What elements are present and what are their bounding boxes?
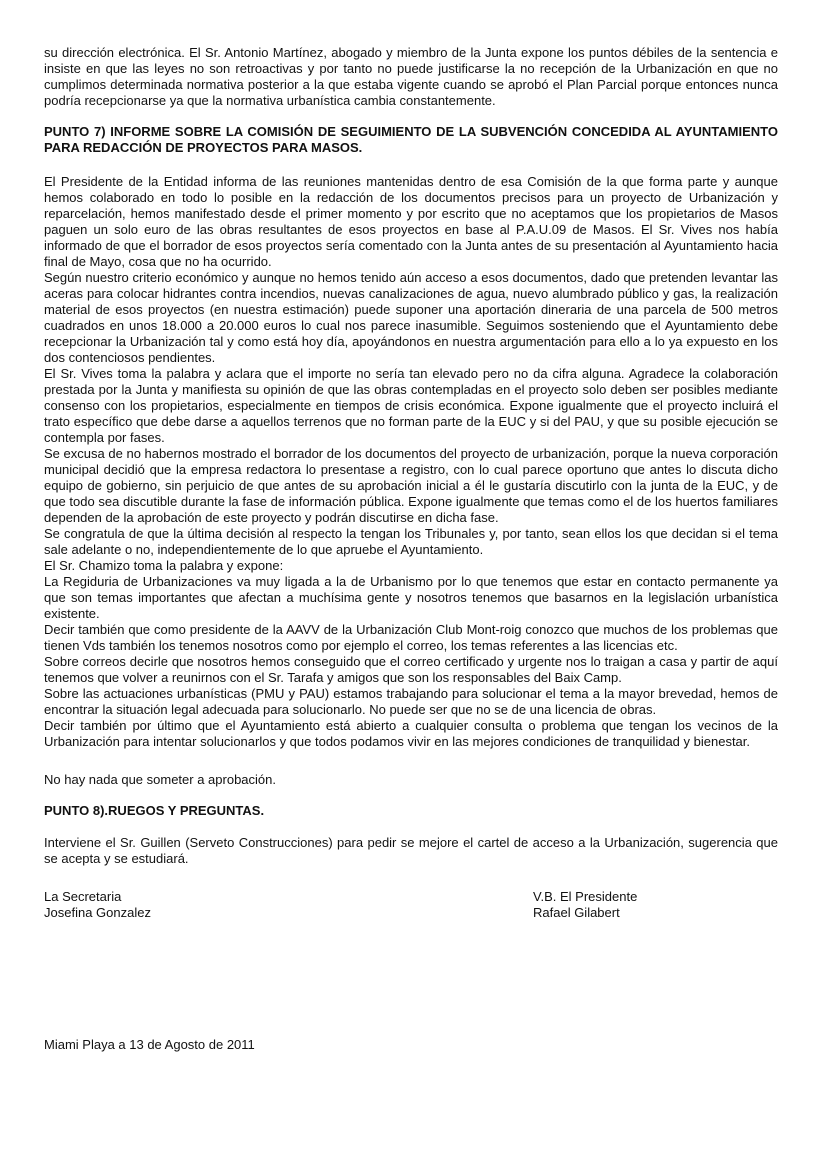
- paragraph-interviene-guillen: Interviene el Sr. Guillen (Serveto Construcciones) para pedir se mejore el cartel de acceso a la Urbanización, sugerencia que se acepta y se estudiará.: [44, 835, 778, 866]
- signature-secretary-role: La Secretaria: [44, 889, 122, 904]
- paragraph-regiduria: La Regiduria de Urbanizaciones va muy ligada a la de Urbanismo por lo que tenemos que estar en contacto permanente ya que son temas importantes que afectan a muchísima gente y nosotros tenemos que basarnos en la legislación urbanística existente.: [44, 574, 778, 621]
- section-heading-punto8: PUNTO 8).RUEGOS Y PREGUNTAS.: [44, 803, 265, 818]
- section-heading-punto7: PUNTO 7) INFORME SOBRE LA COMISIÓN DE SEGUIMIENTO DE LA SUBVENCIÓN CONCEDIDA AL AYUNTAMIENTO PARA REDACCIÓN DE PROYECTOS PARA MASOS.: [44, 124, 778, 155]
- signature-secretary-name: Josefina Gonzalez: [44, 905, 151, 920]
- place-date-line: Miami Playa a 13 de Agosto de 2011: [44, 1037, 255, 1052]
- paragraph-criterio-economico: Según nuestro criterio económico y aunque no hemos tenido aún acceso a esos documentos, dado que pretenden levantar las aceras para colocar hidrantes contra incendios, nuevas canalizaciones de agua, nuevo alumbrado público y gas, la realización material de esos proyectos (en nuestra estimación) puede suponer una aportación dineraria de una parcela de 500 metros cuadrados en unos 18.000 a 20.000 euros lo cual nos parece inasumible. Seguimos sosteniendo que el Ayuntamiento debe recepcionar la Urbanización tal y como está hoy día, apoyándonos en nuestra argumentación para ello a lo ya expuesto en los dos contenciosos pendientes.: [44, 270, 778, 365]
- paragraph-intro: su dirección electrónica. El Sr. Antonio Martínez, abogado y miembro de la Junta expone los puntos débiles de la sentencia e insiste en que las leyes no son retroactivas y por tanto no puede justificarse la no recepción de la Urbanización en que no cumplimos determinada normativa posterior a la que estaba vigente cuando se aprobó el Plan Parcial porque entonces nunca podría recepcionarse ya que la normativa urbanística cambia constantemente.: [44, 45, 778, 108]
- signature-secretary: [44, 889, 533, 921]
- paragraph-aavv: Decir también que como presidente de la AAVV de la Urbanización Club Mont-roig conozco que muchos de los problemas que tienen Vds también los tenemos nosotros como por ejemplo el correo, los temas referentes a las licencias etc.: [44, 622, 778, 653]
- paragraph-presidente-informa: El Presidente de la Entidad informa de las reuniones mantenidas dentro de esa Comisión de la que forma parte y aunque hemos colaborado en todo lo posible en la redacción de los documentos precisos para un proyecto de Urbanización y reparcelación, hemos manifestado desde el primer momento y por escrito que no aceptamos que los propietarios de Masos paguen un solo euro de las obras resultantes de esos proyectos en base al P.A.U.09 de Masos. El Sr. Vives nos había informado de que el borrador de esos proyectos sería comentado con la Junta antes de su presentación al Ayuntamiento hacia final de Mayo, cosa que no ha ocurrido.: [44, 174, 778, 269]
- paragraph-sr-vives: El Sr. Vives toma la palabra y aclara que el importe no sería tan elevado pero no da cifra alguna. Agradece la colaboración prestada por la Junta y manifiesta su opinión de que las obras contempladas en el proyecto solo deben ser posibles mediante consenso con los propietarios, especialmente en tiempos de crisis económica. Expone igualmente que el proyecto incluirá el trato específico que debe darse a aquellos terrenos que no forman parte de la EUC y si del PAU, y que su posible ejecución se contempla por fases.: [44, 366, 778, 445]
- paragraph-se-excusa: Se excusa de no habernos mostrado el borrador de los documentos del proyecto de urbanización, porque la nueva corporación municipal decidió que la empresa redactora lo presentase a registro, con lo cual parece oportuno que antes lo discuta dicho equipo de gobierno, sin perjuicio de que antes de su aprobación inicial a él le gustaría discutirlo con la junta de la EUC, y de que todo sea discutible durante la fase de información pública. Expone igualmente que temas como el de los huertos familiares dependen de la aprobación de este proyecto y podrán discutirse en dicha fase.: [44, 446, 778, 525]
- closing-note: No hay nada que someter a aprobación.: [44, 772, 276, 787]
- section-punto7-body: [44, 174, 778, 750]
- paragraph-se-congratula: Se congratula de que la última decisión al respecto la tengan los Tribunales y, por tanto, sean ellos los que decidan si el tema sale adelante o no, independientemente de lo que apruebe el Ayuntamiento.: [44, 526, 778, 557]
- document-content: [44, 45, 778, 1053]
- paragraph-ayuntamiento-abierto: Decir también por último que el Ayuntamiento está abierto a cualquier consulta o problema que tengan los vecinos de la Urbanización para intentar solucionarlos y que todos podamos vivir en las mejores condiciones de tranquilidad y bienestar.: [44, 718, 778, 749]
- paragraph-sr-chamizo: El Sr. Chamizo toma la palabra y expone:: [44, 558, 284, 573]
- paragraph-actuaciones-urbanisticas: Sobre las actuaciones urbanísticas (PMU y PAU) estamos trabajando para solucionar el tema a la mayor brevedad, hemos de encontrar la situación legal adecuada para solucionarlo. No puede ser que no se de una licencia de obras.: [44, 686, 778, 717]
- signature-president-name: Rafael Gilabert: [533, 905, 620, 920]
- signature-president: [533, 889, 778, 921]
- signature-president-role: V.B. El Presidente: [533, 889, 638, 904]
- signature-block: [44, 889, 778, 921]
- paragraph-correos: Sobre correos decirle que nosotros hemos conseguido que el correo certificado y urgente nos lo traigan a casa y partir de aquí tenemos que volver a reunirnos con el Sr. Tarafa y amigos que son los responsables del Baix Camp.: [44, 654, 778, 685]
